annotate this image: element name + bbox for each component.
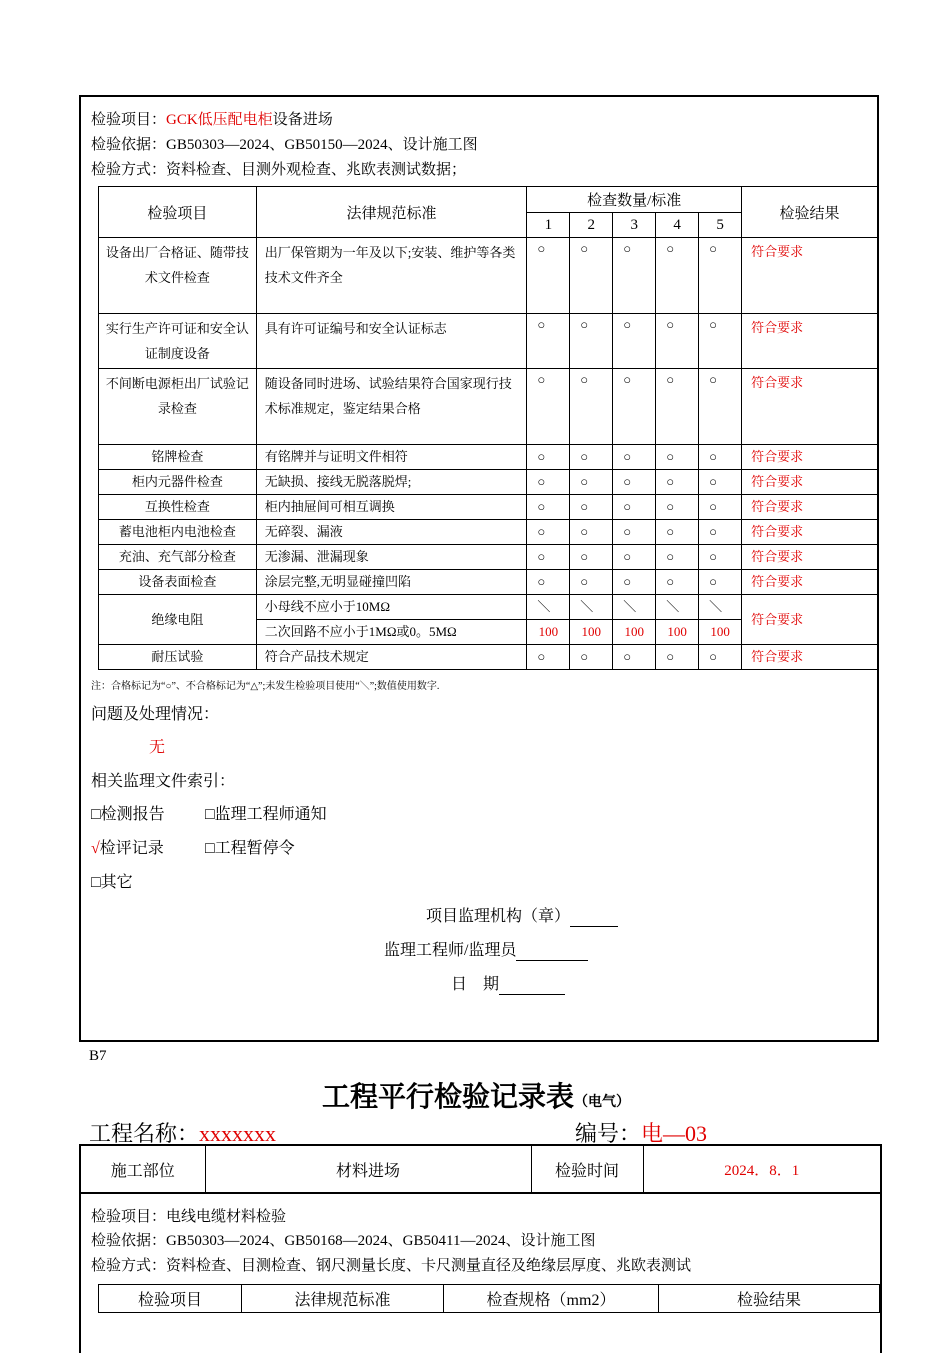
- inspection-basis: 检验依据：GB50303—2024、GB50168—2024、GB50411—2024、设计施工图: [91, 1233, 596, 1249]
- mark: ○: [656, 545, 699, 570]
- row-item: 互换性检查: [99, 495, 257, 520]
- row-standard: 有铭牌并与证明文件相符: [256, 445, 527, 470]
- time-label: 检验时间: [531, 1145, 643, 1193]
- row-item: 铭牌检查: [99, 445, 257, 470]
- mark: ○: [570, 238, 613, 314]
- sign-date: 日 期: [451, 971, 565, 995]
- inspection-table-2: [98, 1284, 880, 1313]
- mark: ○: [527, 545, 570, 570]
- mark: ○: [699, 238, 742, 314]
- inspection-record-1: [79, 95, 879, 1042]
- row-standard: 随设备同时进场、试验结果符合国家现行技术标准规定，鉴定结果合格: [256, 369, 527, 445]
- header-spec: 检查规格（mm2）: [444, 1285, 659, 1313]
- inspection-item-line: 检验项目：GCK低压配电柜设备进场: [91, 112, 333, 128]
- mark: ○: [699, 645, 742, 670]
- mark: ○: [699, 520, 742, 545]
- table-row: [99, 570, 878, 595]
- mark: ○: [613, 445, 656, 470]
- checkbox-other[interactable]: □其它: [91, 874, 133, 891]
- mark: ○: [527, 314, 570, 369]
- row-result: 符合要求: [742, 238, 878, 314]
- mark: ○: [570, 495, 613, 520]
- row-result: 符合要求: [742, 495, 878, 520]
- inspection-basis: 检验依据：GB50303—2024、GB50150—2024、设计施工图: [91, 137, 478, 153]
- mark: ○: [656, 314, 699, 369]
- part-value: 材料进场: [205, 1145, 531, 1193]
- insulation-result: 符合要求: [742, 595, 878, 645]
- mark: ＼: [527, 595, 570, 620]
- row-standard: 具有许可证编号和安全认证标志: [256, 314, 527, 369]
- table-row: [99, 238, 878, 314]
- mark: ○: [570, 545, 613, 570]
- form-code: B7: [89, 1048, 107, 1064]
- mark: ○: [570, 445, 613, 470]
- inspection-record-2: [79, 1193, 882, 1353]
- voltage-standard: 符合产品技术规定: [256, 645, 527, 670]
- row-item: 柜内元器件检查: [99, 470, 257, 495]
- mark: ○: [656, 470, 699, 495]
- mark: ○: [656, 495, 699, 520]
- mark: ○: [570, 314, 613, 369]
- checkbox-evaluation-record[interactable]: √检评记录: [91, 840, 164, 857]
- voltage-result: 符合要求: [742, 645, 878, 670]
- header-result: 检验结果: [742, 187, 878, 238]
- mark: ○: [656, 369, 699, 445]
- row-standard: 柜内抽屉间可相互调换: [256, 495, 527, 520]
- row-item: 不间断电源柜出厂试验记录检查: [99, 369, 257, 445]
- mark: ○: [527, 369, 570, 445]
- inspection-item: 检验项目：电线电缆材料检验: [91, 1209, 287, 1225]
- mark: ○: [527, 470, 570, 495]
- mark: ○: [613, 520, 656, 545]
- inspection-method: 检验方式：资料检查、目测检查、钢尺测量长度、卡尺测量直径及绝缘层厚度、兆欧表测试: [91, 1258, 692, 1274]
- mark: ○: [613, 545, 656, 570]
- header-standard: 法律规范标准: [256, 187, 527, 238]
- mark: ○: [613, 369, 656, 445]
- mark: ＼: [613, 595, 656, 620]
- inspection-table: [98, 186, 878, 670]
- header-result: 检验结果: [659, 1285, 880, 1313]
- mark: ○: [656, 238, 699, 314]
- mark: ○: [527, 445, 570, 470]
- mark: ○: [699, 445, 742, 470]
- value: 100: [570, 620, 613, 645]
- mark: ○: [656, 570, 699, 595]
- project-name-value: xxxxxxx: [199, 1121, 277, 1146]
- mark: ○: [699, 369, 742, 445]
- problem-value: 无: [149, 739, 166, 756]
- mark: ○: [613, 495, 656, 520]
- checkbox-stop-order[interactable]: □工程暂停令: [205, 840, 295, 857]
- mark: ○: [570, 369, 613, 445]
- mark: ○: [570, 570, 613, 595]
- header-col-2: 2: [570, 213, 613, 238]
- inspection-method: 检验方式：资料检查、目测外观检查、兆欧表测试数据；: [91, 162, 467, 178]
- row-item: 设备出厂合格证、随带技术文件检查: [99, 238, 257, 314]
- value: 100: [699, 620, 742, 645]
- header-item: 检验项目: [99, 187, 257, 238]
- mark: ○: [527, 570, 570, 595]
- header-item: 检验项目: [99, 1285, 242, 1313]
- mark: ＼: [570, 595, 613, 620]
- sign-organization: 项目监理机构（章）: [426, 903, 618, 927]
- mark: ○: [699, 495, 742, 520]
- time-value: 2024．8．1: [643, 1145, 881, 1193]
- row-item: 实行生产许可证和安全认证制度设备: [99, 314, 257, 369]
- record-header-table: [79, 1144, 882, 1194]
- table-row: [99, 445, 878, 470]
- page-title: 工程平行检验记录表（电气）: [322, 1082, 631, 1113]
- table-row: [99, 545, 878, 570]
- project-name: 工程名称：xxxxxxx: [89, 1121, 277, 1146]
- check-mark-icon: √: [91, 840, 100, 857]
- mark: ○: [613, 645, 656, 670]
- part-label: 施工部位: [80, 1145, 205, 1193]
- row-result: 符合要求: [742, 545, 878, 570]
- row-item: 设备表面检查: [99, 570, 257, 595]
- row-result: 符合要求: [742, 470, 878, 495]
- row-standard: 出厂保管期为一年及以下;安装、维护等各类技术文件齐全: [256, 238, 527, 314]
- record-number: 编号：电—03: [575, 1121, 708, 1146]
- table-row: [99, 495, 878, 520]
- mark: ○: [613, 570, 656, 595]
- mark: ○: [613, 470, 656, 495]
- value: 100: [613, 620, 656, 645]
- mark: ○: [527, 495, 570, 520]
- checkbox-engineer-notice[interactable]: □监理工程师通知: [205, 806, 327, 823]
- mark: ○: [570, 470, 613, 495]
- table-row: [99, 314, 878, 369]
- mark: ○: [699, 314, 742, 369]
- mark: ＼: [656, 595, 699, 620]
- inspection-item-value: GCK低压配电柜: [166, 112, 273, 128]
- table-row: [99, 520, 878, 545]
- row-standard: 涂层完整,无明显碰撞凹陷: [256, 570, 527, 595]
- table-note: 注：合格标记为“○”、不合格标记为“△”;未发生检验项目使用“＼”;数值使用数字.: [91, 681, 440, 692]
- mark: ○: [613, 314, 656, 369]
- row-standard: 无缺损、接线无脱落脱焊;: [256, 470, 527, 495]
- mark: ○: [656, 645, 699, 670]
- sign-engineer: 监理工程师/监理员: [384, 937, 588, 961]
- row-item: 充油、充气部分检查: [99, 545, 257, 570]
- mark: ○: [699, 470, 742, 495]
- row-result: 符合要求: [742, 445, 878, 470]
- mark: ＼: [699, 595, 742, 620]
- row-standard: 无碎裂、漏液: [256, 520, 527, 545]
- voltage-row: [99, 645, 878, 670]
- signature-line: [570, 908, 618, 927]
- mark: ○: [699, 545, 742, 570]
- signature-line: [499, 976, 565, 995]
- mark: ○: [656, 445, 699, 470]
- voltage-item: 耐压试验: [99, 645, 257, 670]
- mark: ○: [527, 238, 570, 314]
- mark: ○: [570, 645, 613, 670]
- value: 100: [656, 620, 699, 645]
- mark: ○: [527, 645, 570, 670]
- header-col-1: 1: [527, 213, 570, 238]
- header-col-4: 4: [656, 213, 699, 238]
- insulation-row-1: [99, 595, 878, 620]
- mark: ○: [570, 520, 613, 545]
- record-number-value: 电—03: [641, 1121, 708, 1146]
- signature-line: [516, 942, 588, 961]
- insulation-item: 绝缘电阻: [99, 595, 257, 645]
- mark: ○: [656, 520, 699, 545]
- value: 100: [527, 620, 570, 645]
- table-row: [99, 470, 878, 495]
- header-col-3: 3: [613, 213, 656, 238]
- row-item: 蓄电池柜内电池检查: [99, 520, 257, 545]
- insulation-standard-2: 二次回路不应小于1MΩ或0。5MΩ: [256, 620, 527, 645]
- row-result: 符合要求: [742, 314, 878, 369]
- docs-label: 相关监理文件索引：: [91, 773, 236, 790]
- header-col-5: 5: [699, 213, 742, 238]
- mark: ○: [613, 238, 656, 314]
- mark: ○: [699, 570, 742, 595]
- checkbox-test-report[interactable]: □检测报告: [91, 806, 165, 823]
- table-row: [99, 369, 878, 445]
- page-subtitle: （电气）: [574, 1095, 631, 1110]
- row-result: 符合要求: [742, 570, 878, 595]
- insulation-standard-1: 小母线不应小于10MΩ: [256, 595, 527, 620]
- header-quantity: 检查数量/标准: [527, 187, 742, 213]
- mark: ○: [527, 520, 570, 545]
- row-standard: 无渗漏、泄漏现象: [256, 545, 527, 570]
- problem-label: 问题及处理情况：: [91, 706, 220, 723]
- row-result: 符合要求: [742, 369, 878, 445]
- header-standard: 法律规范标准: [242, 1285, 444, 1313]
- row-result: 符合要求: [742, 520, 878, 545]
